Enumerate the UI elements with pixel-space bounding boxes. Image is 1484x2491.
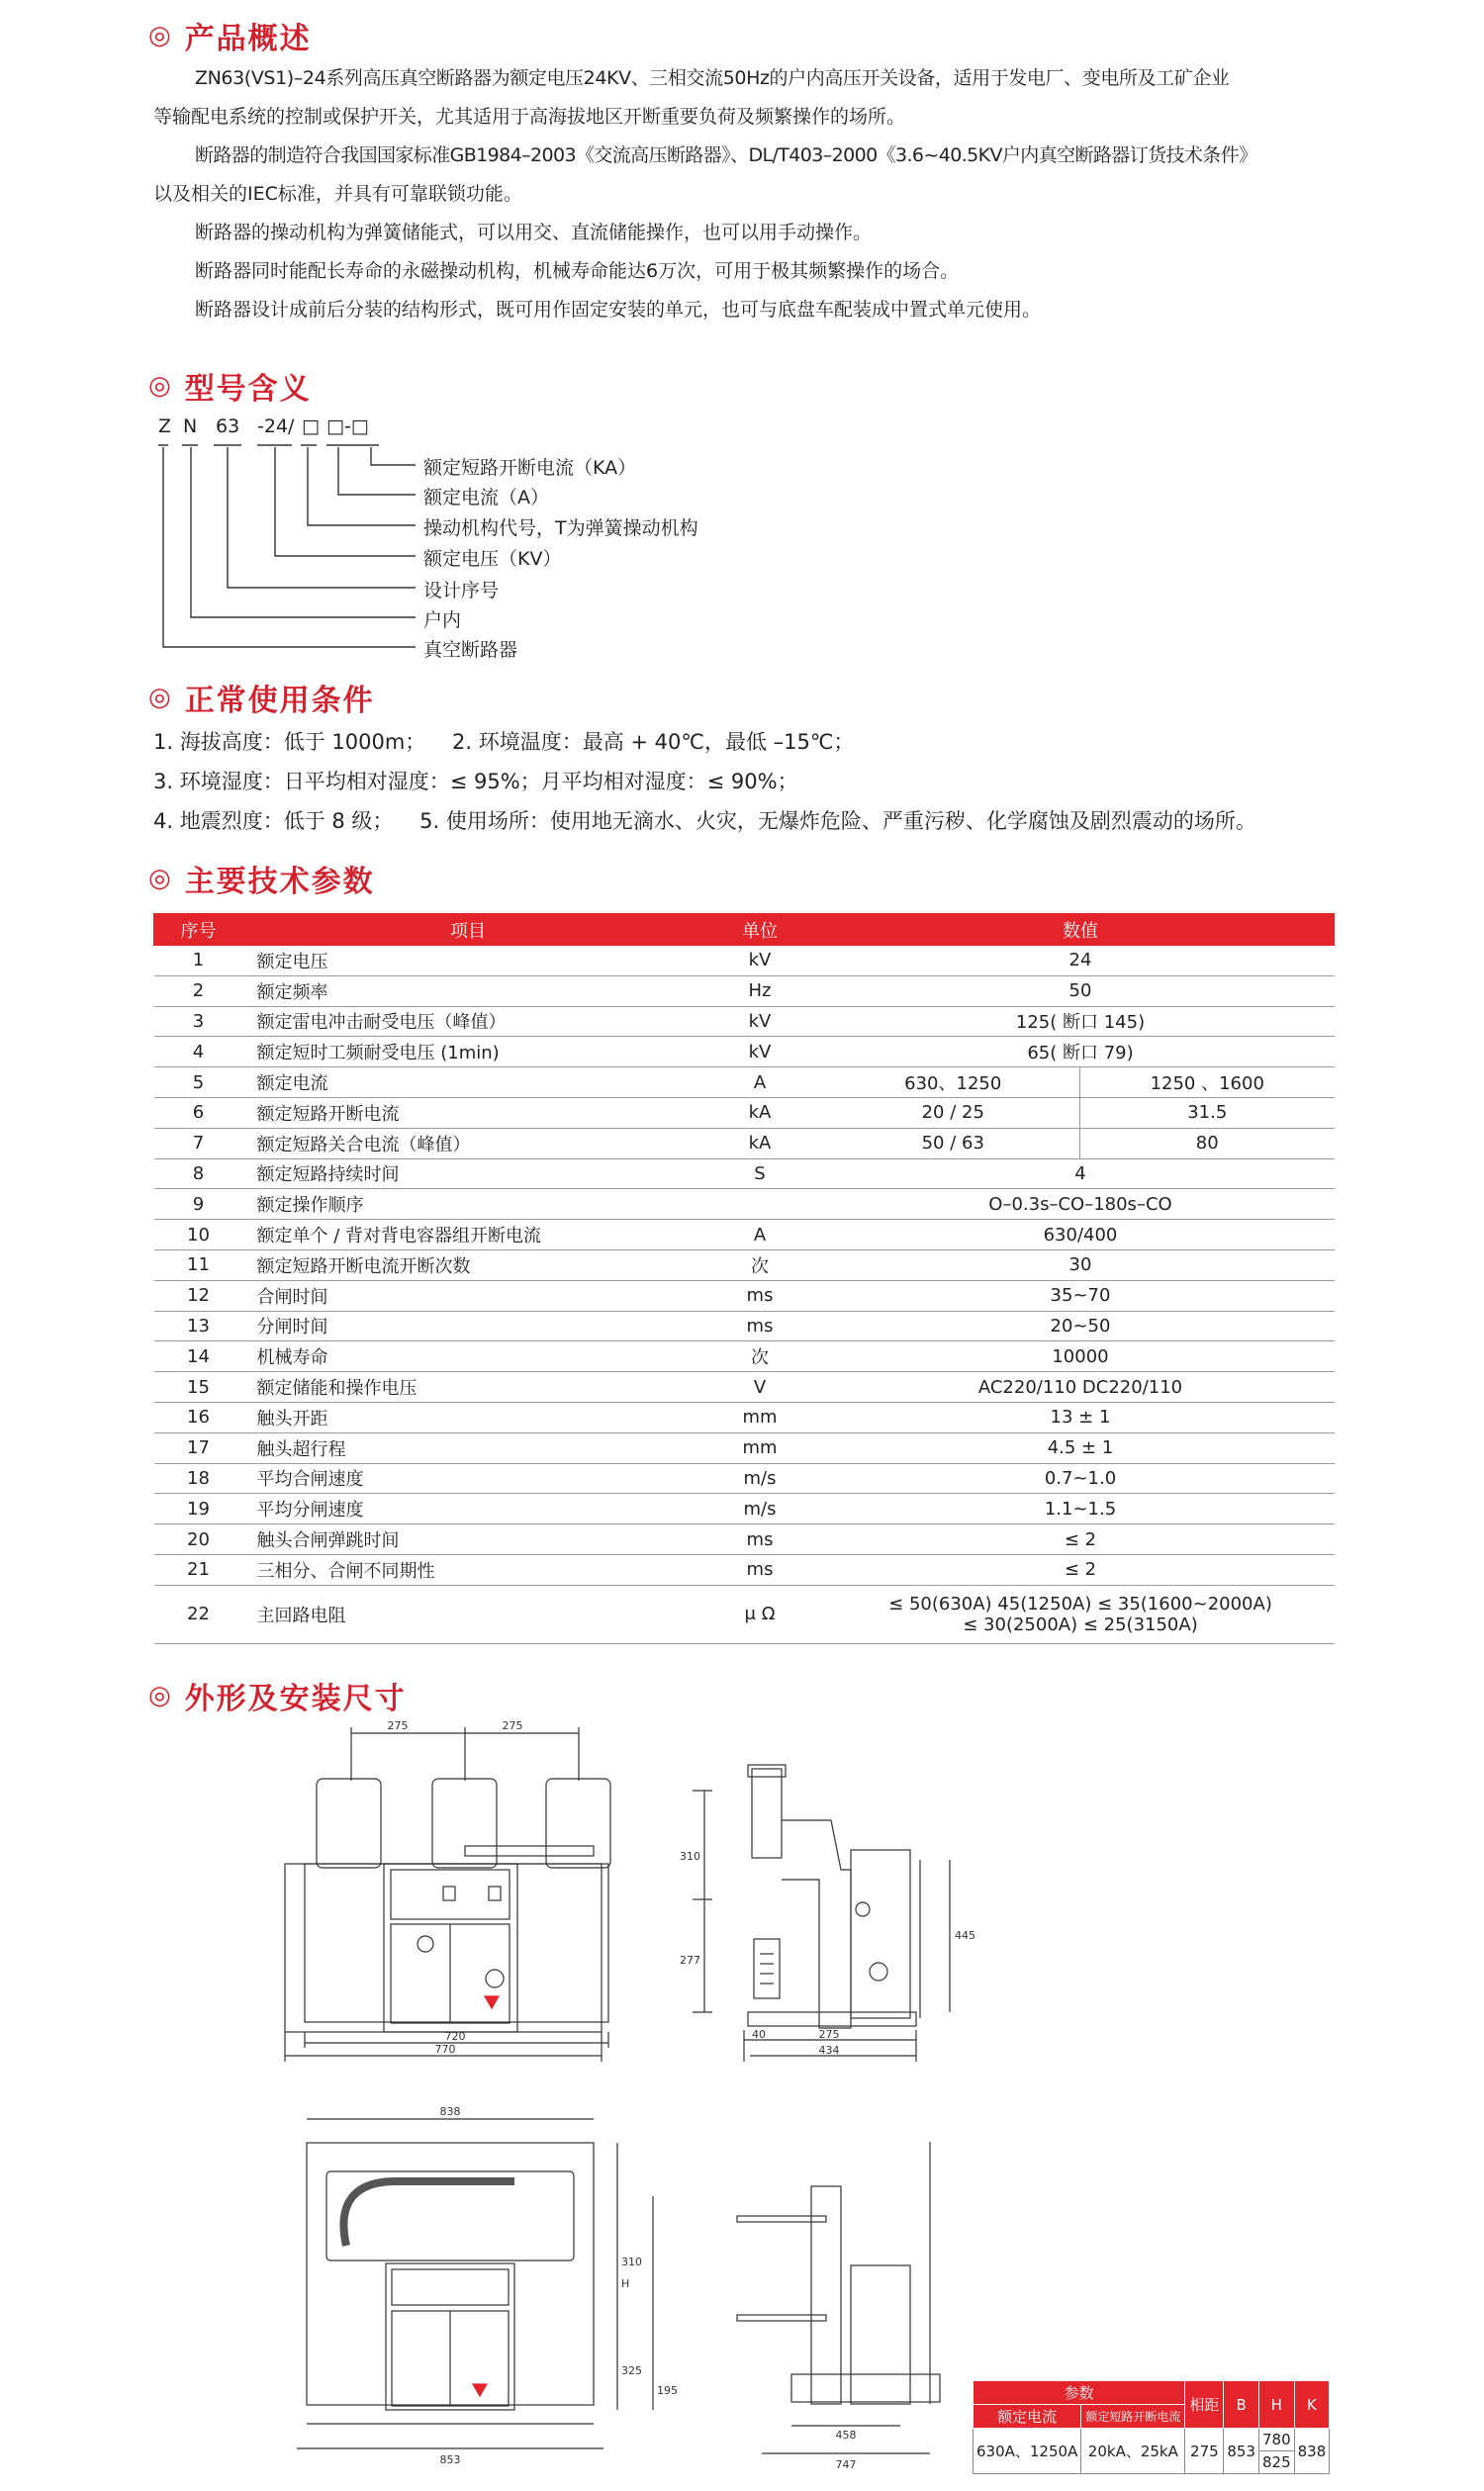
- cell-value: O–0.3s–CO–180s–CO: [827, 1189, 1335, 1220]
- table-row: [154, 1280, 1335, 1311]
- code-mechanism: □: [302, 415, 320, 437]
- dims-header-param: 参数: [974, 2381, 1185, 2405]
- cell-value-line-2: ≤ 30(2500A) ≤ 25(3150A): [963, 1614, 1198, 1635]
- table-row: [154, 1249, 1335, 1280]
- cell-unit: A: [694, 1067, 827, 1098]
- cell-item: 三相分、合闸不同期性: [243, 1554, 694, 1585]
- dim-310-a: 310: [680, 1850, 700, 1863]
- cell-item: 合闸时间: [243, 1280, 694, 1311]
- model-item-mechanism: 操动机构代号，T为弹簧操动机构: [423, 517, 698, 539]
- header-no: 序号: [154, 914, 243, 946]
- model-item-voltage: 额定电压（KV）: [423, 548, 562, 570]
- cell-unit: 次: [694, 1249, 827, 1280]
- overview-text: [153, 59, 1345, 329]
- cell-item: 平均分闸速度: [243, 1494, 694, 1524]
- cell-no: 10: [154, 1220, 243, 1250]
- section-parameters: ◎ 主要技术参数: [148, 864, 375, 899]
- cell-no: 5: [154, 1067, 243, 1098]
- cell-v2: 80: [1080, 1128, 1335, 1158]
- cell-unit: m/s: [694, 1494, 827, 1524]
- section-conditions: ◎ 正常使用条件: [148, 683, 375, 718]
- cell-item: 额定雷电冲击耐受电压（峰值）: [243, 1006, 694, 1037]
- dim-325: 325: [621, 2364, 642, 2377]
- code-voltage: -24/: [257, 415, 295, 437]
- dims-header-phase: 相距: [1185, 2381, 1224, 2429]
- cell-no: 18: [154, 1463, 243, 1494]
- model-code-diagram: [148, 415, 841, 673]
- code-z: Z: [158, 415, 172, 437]
- model-item-breaking: 额定短路开断电流（KA）: [423, 457, 637, 479]
- cell-no: 14: [154, 1341, 243, 1372]
- condition-line-2: 3. 环境湿度：日平均相对湿度：≤ 95%；月平均相对湿度：≤ 90%；: [153, 770, 798, 793]
- table-row: [154, 1585, 1335, 1643]
- table-row: [154, 1341, 1335, 1372]
- dim-434: 434: [818, 2044, 840, 2057]
- cell-unit: 次: [694, 1341, 827, 1372]
- cell-no: 4: [154, 1037, 243, 1067]
- dims-header-breaking: 额定短路开断电流: [1081, 2405, 1185, 2429]
- cell-item: 额定短时工频耐受电压 (1min): [243, 1037, 694, 1067]
- dim-310-b: 310: [621, 2256, 642, 2268]
- cell-no: 16: [154, 1402, 243, 1432]
- cell-no: 11: [154, 1249, 243, 1280]
- circle-icon: ◎: [148, 371, 171, 401]
- front-view-top: [285, 1727, 610, 2062]
- cell-item: 分闸时间: [243, 1311, 694, 1341]
- overview-p3: 断路器的操动机构为弹簧储能式，可以用交、直流储能操作，也可以用手动操作。: [195, 222, 873, 243]
- cell-unit: kV: [694, 1006, 827, 1037]
- overview-p1a: ZN63(VS1)–24系列高压真空断路器为额定电压24KV、三相交流50Hz的户内高压开关设备，适用于发电厂、变电所及工矿企业: [195, 67, 1230, 89]
- table-header-row: [154, 914, 1335, 946]
- parameters-table: [153, 913, 1335, 1644]
- code-current: □-□: [326, 415, 369, 437]
- overview-p2b: 以及相关的IEC标准，并具有可靠联锁功能。: [153, 183, 522, 205]
- dim-838: 838: [439, 2105, 461, 2118]
- cell-v1: 20 / 25: [827, 1097, 1080, 1128]
- cell-value: 13 ± 1: [827, 1402, 1335, 1432]
- table-row: [154, 1189, 1335, 1220]
- dims-header-b: B: [1224, 2381, 1259, 2429]
- section-overview: ◎ 产品概述: [148, 21, 312, 56]
- model-item-current: 额定电流（A）: [423, 487, 549, 508]
- condition-line-1: 1. 海拔高度：低于 1000m； 2. 环境温度：最高 + 40℃，最低 –15℃；: [153, 730, 855, 754]
- cell-item: 额定电流: [243, 1067, 694, 1098]
- cell-unit: [694, 1189, 827, 1220]
- overview-p5: 断路器设计成前后分装的结构形式，既可用作固定安装的单元，也可与底盘车配装成中置式单元使用。: [195, 299, 1042, 321]
- table-row: [154, 1006, 1335, 1037]
- dim-40: 40: [752, 2028, 766, 2041]
- conditions-list: [153, 722, 1256, 841]
- dim-277: 277: [680, 1954, 700, 1967]
- cell-no: 12: [154, 1280, 243, 1311]
- cell-value: 35~70: [827, 1280, 1335, 1311]
- cell-value: 30: [827, 1249, 1335, 1280]
- dim-853: 853: [439, 2453, 461, 2466]
- circle-icon: ◎: [148, 21, 171, 50]
- cell-unit: kA: [694, 1097, 827, 1128]
- model-item-design: 设计序号: [423, 580, 500, 601]
- overview-p4: 断路器同时能配长寿命的永磁操动机构，机械寿命能达6万次，可用于极其频繁操作的场合。: [195, 260, 960, 282]
- cell-v2: 1250 、1600: [1080, 1067, 1335, 1098]
- dims-header-h: H: [1259, 2381, 1295, 2429]
- cell-item: 平均合闸速度: [243, 1463, 694, 1494]
- overview-p1b: 等输配电系统的控制或保护开关，尤其适用于高海拔地区开断重要负荷及频繁操作的场所。: [153, 106, 906, 128]
- cell-value: 50: [827, 975, 1335, 1006]
- cell-item: 触头开距: [243, 1402, 694, 1432]
- header-item: 项目: [243, 914, 694, 946]
- cell-item: 额定频率: [243, 975, 694, 1006]
- cell-unit: ms: [694, 1554, 827, 1585]
- code-n: N: [183, 415, 198, 437]
- cell-value: ≤ 2: [827, 1554, 1335, 1585]
- dim-458: 458: [835, 2429, 857, 2442]
- dims-cell-h2: 825: [1259, 2451, 1295, 2474]
- table-row: [154, 975, 1335, 1006]
- cell-value: 125( 断口 145): [827, 1006, 1335, 1037]
- model-item-indoor: 户内: [423, 609, 462, 631]
- dims-cell-k: 838: [1294, 2429, 1330, 2474]
- cell-value: 20~50: [827, 1311, 1335, 1341]
- dim-770: 770: [434, 2043, 456, 2056]
- cell-no: 7: [154, 1128, 243, 1158]
- circle-icon: ◎: [148, 683, 171, 712]
- dim-275-a: 275: [387, 1719, 409, 1732]
- dim-195: 195: [657, 2384, 678, 2397]
- section-model-meaning: ◎ 型号含义: [148, 371, 312, 407]
- table-row: [154, 1067, 1335, 1098]
- dim-720: 720: [444, 2030, 466, 2043]
- cell-unit: μ Ω: [694, 1585, 827, 1643]
- table-row: [154, 1494, 1335, 1524]
- front-view-bottom: [297, 2119, 617, 2448]
- table-row: [154, 1220, 1335, 1250]
- cell-item: 额定短路开断电流: [243, 1097, 694, 1128]
- cell-no: 6: [154, 1097, 243, 1128]
- cell-no: 20: [154, 1524, 243, 1555]
- cell-no: 9: [154, 1189, 243, 1220]
- table-row: [154, 1372, 1335, 1403]
- cell-value: ≤ 2: [827, 1524, 1335, 1555]
- cell-value: 10000: [827, 1341, 1335, 1372]
- table-row: [154, 1402, 1335, 1432]
- cell-item: 主回路电阻: [243, 1585, 694, 1643]
- cell-unit: A: [694, 1220, 827, 1250]
- cell-value: AC220/110 DC220/110: [827, 1372, 1335, 1403]
- cell-no: 19: [154, 1494, 243, 1524]
- cell-unit: m/s: [694, 1463, 827, 1494]
- side-view-top: [693, 1765, 950, 2062]
- cell-item: 额定短路开断电流开断次数: [243, 1249, 694, 1280]
- cell-value: 65( 断口 79): [827, 1037, 1335, 1067]
- cell-no: 1: [154, 946, 243, 976]
- circle-icon: ◎: [148, 1681, 171, 1710]
- cell-unit: ms: [694, 1524, 827, 1555]
- cell-unit: mm: [694, 1432, 827, 1463]
- side-view-bottom: [653, 2142, 940, 2453]
- cell-value: 1.1~1.5: [827, 1494, 1335, 1524]
- cell-no: 22: [154, 1585, 243, 1643]
- cell-no: 21: [154, 1554, 243, 1585]
- dim-747: 747: [835, 2458, 857, 2471]
- cell-no: 3: [154, 1006, 243, 1037]
- dim-h: H: [621, 2277, 630, 2290]
- dims-cell-b: 853: [1224, 2429, 1259, 2474]
- table-row: [154, 1311, 1335, 1341]
- cell-no: 2: [154, 975, 243, 1006]
- cell-item: 额定操作顺序: [243, 1189, 694, 1220]
- table-row: [154, 1158, 1335, 1189]
- circle-icon: ◎: [148, 864, 171, 893]
- dims-header-current: 额定电流: [974, 2405, 1081, 2429]
- table-row: [154, 946, 1335, 976]
- cell-item: 额定电压: [243, 946, 694, 976]
- section-dimensions: ◎ 外形及安装尺寸: [148, 1681, 407, 1716]
- cell-v1: 50 / 63: [827, 1128, 1080, 1158]
- dimension-drawings: [0, 1702, 1484, 2491]
- cell-item: 触头超行程: [243, 1432, 694, 1463]
- header-unit: 单位: [694, 914, 827, 946]
- dim-275-c: 275: [818, 2028, 840, 2041]
- table-row: [154, 1097, 1335, 1128]
- dim-445: 445: [955, 1929, 975, 1942]
- table-row: [154, 1128, 1335, 1158]
- dimension-table: [973, 2380, 1330, 2474]
- cell-v1: 630、1250: [827, 1067, 1080, 1098]
- cell-item: 额定单个 / 背对背电容器组开断电流: [243, 1220, 694, 1250]
- cell-no: 8: [154, 1158, 243, 1189]
- dims-cell-phase: 275: [1185, 2429, 1224, 2474]
- cell-item: 额定短路持续时间: [243, 1158, 694, 1189]
- cell-unit: kV: [694, 1037, 827, 1067]
- cell-unit: kV: [694, 946, 827, 976]
- dims-cell-current: 630A、1250A: [974, 2429, 1081, 2474]
- cell-no: 13: [154, 1311, 243, 1341]
- cell-value: [827, 1585, 1335, 1643]
- cell-value: 4: [827, 1158, 1335, 1189]
- cell-no: 15: [154, 1372, 243, 1403]
- cell-unit: V: [694, 1372, 827, 1403]
- cell-item: 机械寿命: [243, 1341, 694, 1372]
- cell-item: 触头合闸弹跳时间: [243, 1524, 694, 1555]
- dims-cell-breaking: 20kA、25kA: [1081, 2429, 1185, 2474]
- cell-unit: mm: [694, 1402, 827, 1432]
- condition-line-3: 4. 地震烈度：低于 8 级； 5. 使用场所：使用地无滴水、火灾，无爆炸危险、严重污秽、化学腐蚀及剧烈震动的场所。: [153, 809, 1256, 833]
- cell-unit: kA: [694, 1128, 827, 1158]
- cell-item: 额定储能和操作电压: [243, 1372, 694, 1403]
- table-row: [154, 1432, 1335, 1463]
- cell-unit: ms: [694, 1311, 827, 1341]
- cell-value: 0.7~1.0: [827, 1463, 1335, 1494]
- cell-value-line-1: ≤ 50(630A) 45(1250A) ≤ 35(1600~2000A): [888, 1593, 1272, 1615]
- overview-p2a: 断路器的制造符合我国国家标准GB1984–2003《交流高压断路器》、DL/T403–2000《3.6~40.5KV户内真空断路器订货技术条件》: [195, 144, 1257, 166]
- cell-v2: 31.5: [1080, 1097, 1335, 1128]
- header-value: 数值: [827, 914, 1335, 946]
- cell-value: 24: [827, 946, 1335, 976]
- cell-no: 17: [154, 1432, 243, 1463]
- cell-value: 630/400: [827, 1220, 1335, 1250]
- dim-275-b: 275: [502, 1719, 523, 1732]
- model-item-vacuum: 真空断路器: [423, 639, 518, 661]
- cell-unit: S: [694, 1158, 827, 1189]
- code-series: 63: [216, 415, 240, 437]
- table-row: [154, 1554, 1335, 1585]
- cell-unit: Hz: [694, 975, 827, 1006]
- cell-value: 4.5 ± 1: [827, 1432, 1335, 1463]
- table-row: [154, 1524, 1335, 1555]
- table-row: [154, 1037, 1335, 1067]
- cell-item: 额定短路关合电流（峰值）: [243, 1128, 694, 1158]
- table-row: [154, 1463, 1335, 1494]
- cell-unit: ms: [694, 1280, 827, 1311]
- dims-cell-h1: 780: [1259, 2429, 1295, 2451]
- dims-header-k: K: [1294, 2381, 1330, 2429]
